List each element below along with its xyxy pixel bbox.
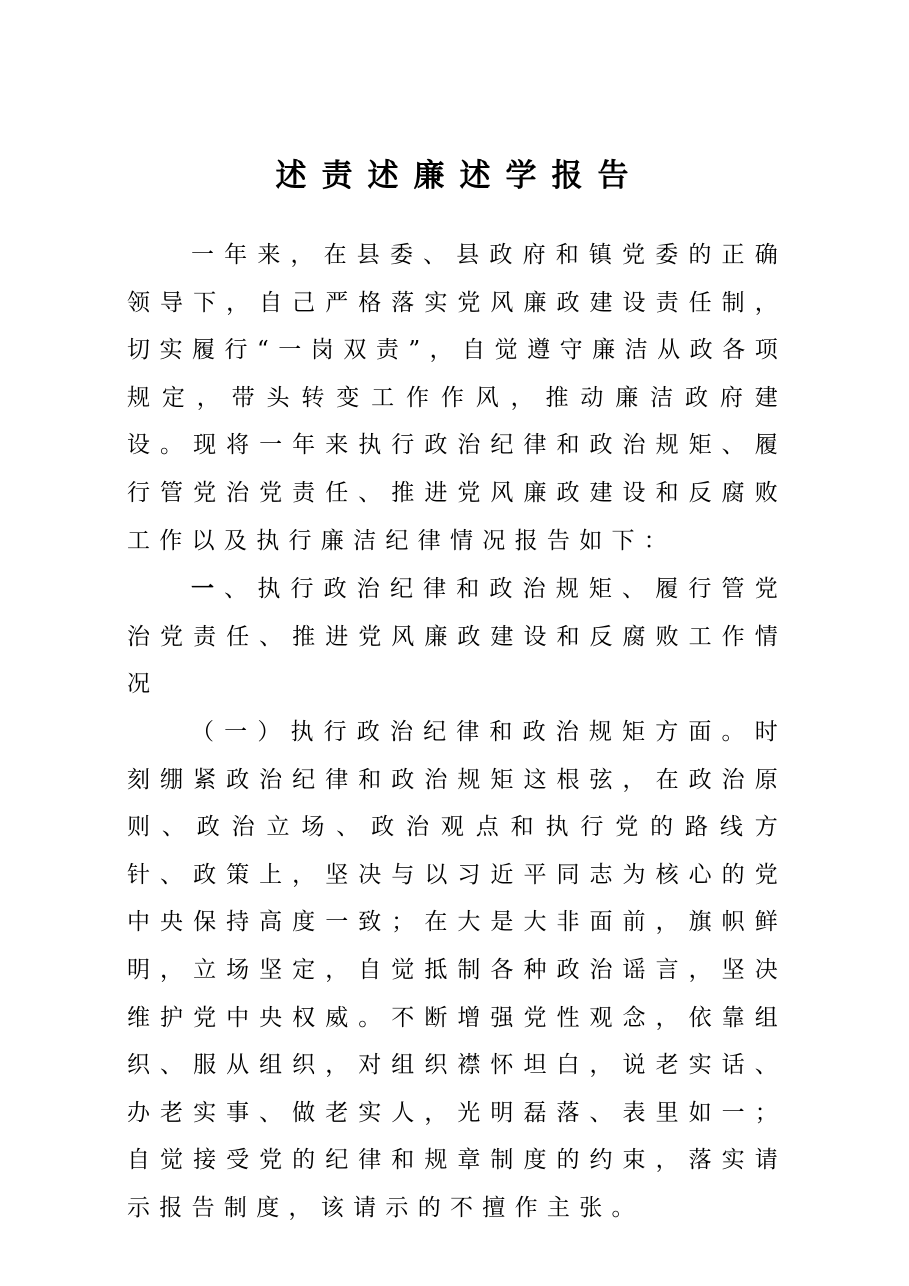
intro-paragraph: 一年来，在县委、县政府和镇党委的正确领导下，自己严格落实党风廉政建设责任制，切实履行“一岗双责”，自觉遵守廉洁从政各项规定，带头转变工作作风，推动廉洁政府建设。现将一年来执行政治纪律和政治规矩、履行管党治党责任、推进党风廉政建设和反腐败工作以及执行廉洁纪律情况报告如下：	[127, 242, 787, 554]
section-heading-text: 、执行政治纪律和政治规矩、履行管党治党责任、推进党风廉政建设和反腐败工作情况	[127, 576, 787, 698]
section-heading	[127, 565, 787, 709]
document-body	[127, 232, 787, 1232]
document-title: 述责述廉述学报告	[275, 158, 644, 194]
subsection-paragraph: （一）执行政治纪律和政治规矩方面。时刻绷紧政治纪律和政治规矩这根弦，在政治原则、政治立场、政治观点和执行党的路线方针、政策上，坚决与以习近平同志为核心的党中央保持高度一致；在大是大非面前，旗帜鲜明，立场坚定，自觉抵制各种政治谣言，坚决维护党中央权威。不断增强党性观念，依靠组织、服从组织，对组织襟怀坦白，说老实话、办老实事、做老实人，光明磊落、表里如一；自觉接受党的纪律和规章制度的约束，落实请示报告制度，该请示的不擅作主张。	[127, 718, 787, 1221]
section-heading-number: 一	[191, 575, 225, 603]
